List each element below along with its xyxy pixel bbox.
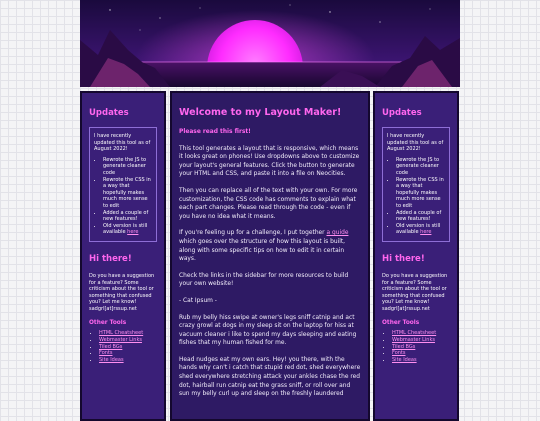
- list-item: [99, 344, 157, 351]
- tool-link-site-ideas[interactable]: Site Ideas: [99, 356, 124, 363]
- updates-intro: I have recently updated this tool as of August 2022!: [387, 133, 444, 153]
- read-first-text: Please read this first!: [179, 129, 251, 135]
- tool-link-tiled-bgs[interactable]: Tiled BGs: [392, 343, 416, 350]
- list-item: • Rewrote the JS to generate cleaner code: [396, 157, 445, 177]
- tool-link-webmaster-links[interactable]: Webmaster Links: [99, 337, 142, 344]
- guide-paragraph: [179, 229, 361, 263]
- tools-list: [89, 330, 157, 363]
- tool-link-site-ideas[interactable]: Site Ideas: [392, 356, 417, 363]
- suggestion-text: Do you have a suggestion for a feature? Some criticism about the tool or something that confused you? Let me know! sadgrl[at]rssup.net: [382, 272, 448, 312]
- suggestion-text: Do you have a suggestion for a feature? Some criticism about the tool or something that confused you? Let me know! sadgrl[at]rssup.net: [89, 272, 155, 312]
- intro-paragraph: This tool generates a layout that is responsive, which means it looks great on phones! Use dropdowns above to customize your layout's general features. Click the button to generate your HTML and CSS, and paste it into a file on Neocities.: [179, 145, 360, 178]
- guide-text-after: which goes over the structure of how this layout is built, along with some specific tips on how to edit it in certain ways.: [179, 238, 346, 263]
- hi-there-heading: Hi there!: [89, 253, 132, 264]
- hi-there-heading: Hi there!: [382, 253, 425, 264]
- list-item: [99, 357, 157, 364]
- updates-box: [382, 127, 450, 242]
- list-item: [103, 223, 152, 236]
- tool-link-webmaster-links[interactable]: Webmaster Links: [392, 337, 435, 344]
- guide-text-before: If you're feeling up for a challenge, I put together: [179, 230, 327, 237]
- old-version-text: Old version is still available: [103, 222, 148, 236]
- sunset-horizon-image: [80, 0, 460, 87]
- other-tools-heading: Other Tools: [382, 320, 420, 327]
- old-version-link[interactable]: here: [420, 229, 432, 236]
- tool-link-html-cheatsheet[interactable]: HTML Cheatsheet: [392, 330, 437, 337]
- cat-ipsum-heading: - Cat Ipsum -: [179, 297, 217, 304]
- updates-list: [94, 157, 152, 236]
- list-item: • Rewrote the CSS in a way that hopefully makes much more sense to edit: [396, 177, 445, 210]
- old-version-text: Old version is still available: [396, 222, 441, 236]
- right-sidebar: [373, 91, 459, 421]
- updates-list: [387, 157, 445, 236]
- list-item: [99, 350, 157, 357]
- ipsum-paragraph-2: Head nudges eat my own ears. Hey! you there, with the hands why can't i catch that stupid red dot, shed everywhere shed everywhere stretching attack your ankles chase the red dot, hairball run catnip eat the grass sniff, or roll over and sun my belly curl up and sleep on the freshly laundered: [179, 356, 361, 398]
- customization-paragraph: Then you can replace all of the text with your own. For more customization, the CSS code has comments to explain what each part changes. Please read through the code - even if you have no idea what it means.: [179, 187, 358, 220]
- list-item: [392, 350, 450, 357]
- resources-paragraph: Check the links in the sidebar for more resources to build your own website!: [179, 272, 349, 288]
- list-item: • Rewrote the CSS in a way that hopefully makes much more sense to edit: [103, 177, 152, 210]
- list-item: [99, 330, 157, 337]
- left-sidebar: [80, 91, 166, 421]
- ipsum-paragraph-1: Rub my belly hiss swipe at owner's legs sniff catnip and act crazy growl at dogs in my sleep sit on the laptop for hiss at vacuum cleaner i like to spend my days sleeping and eating fishes that my human fished for me.: [179, 314, 357, 347]
- list-item: [396, 223, 445, 236]
- tool-link-html-cheatsheet[interactable]: HTML Cheatsheet: [99, 330, 144, 337]
- other-tools-heading: Other Tools: [89, 320, 127, 327]
- old-version-link[interactable]: here: [127, 229, 139, 236]
- list-item: [392, 337, 450, 344]
- main-content: [170, 91, 370, 421]
- tool-link-tiled-bgs[interactable]: Tiled BGs: [99, 343, 123, 350]
- list-item: • Added a couple of new features!: [103, 210, 152, 223]
- tool-link-fonts[interactable]: Fonts: [392, 350, 406, 357]
- updates-heading: Updates: [89, 108, 129, 118]
- updates-heading: Updates: [382, 108, 422, 118]
- guide-link[interactable]: a guide: [326, 230, 349, 237]
- header-banner: [80, 0, 460, 87]
- list-item: [99, 337, 157, 344]
- updates-box: [89, 127, 157, 242]
- list-item: • Rewrote the JS to generate cleaner code: [103, 157, 152, 177]
- list-item: • Added a couple of new features!: [396, 210, 445, 223]
- tool-link-fonts[interactable]: Fonts: [99, 350, 113, 357]
- tools-list: [382, 330, 450, 363]
- updates-intro: I have recently updated this tool as of August 2022!: [94, 133, 151, 153]
- page-title: Welcome to my Layout Maker!: [179, 107, 342, 118]
- list-item: [392, 357, 450, 364]
- list-item: [392, 330, 450, 337]
- list-item: [392, 344, 450, 351]
